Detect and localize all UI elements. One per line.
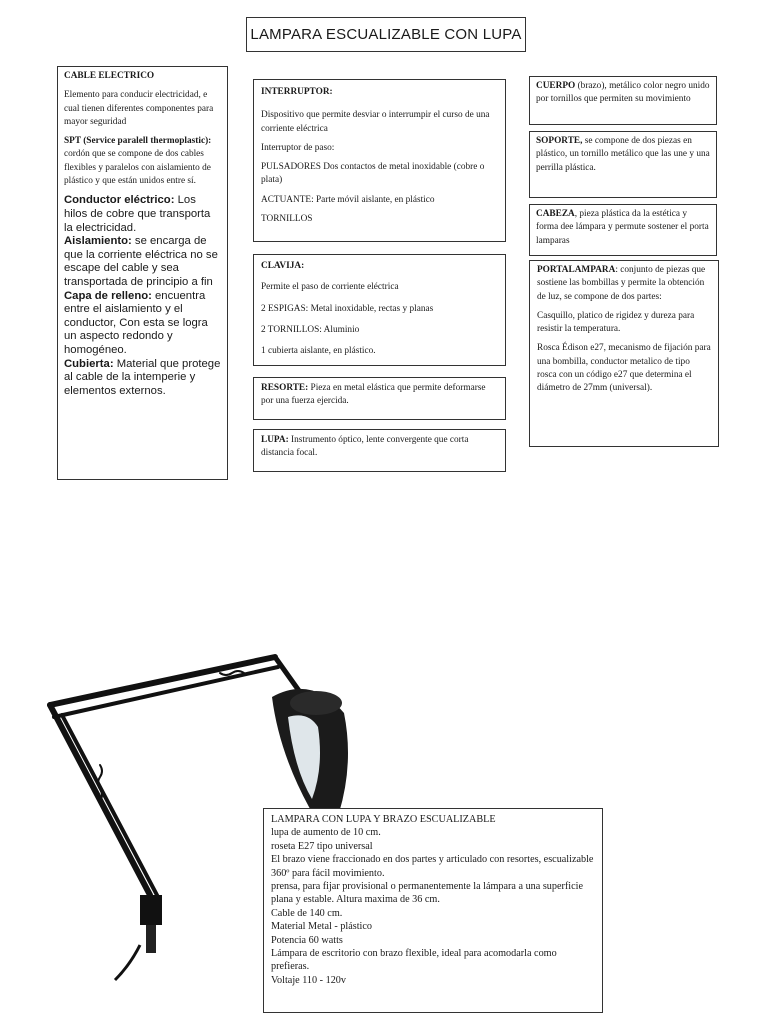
lupa-box <box>253 429 506 472</box>
specs-line: El brazo viene fraccionado en dos partes y articulado con resortes, escualizable 360º para fácil movimiento. <box>271 854 594 879</box>
lupa-label: LUPA: <box>261 435 289 445</box>
specs-line: Voltaje 110 - 120v <box>271 974 346 986</box>
cuerpo-box <box>529 76 717 125</box>
specs-line: roseta E27 tipo universal <box>271 840 373 852</box>
resorte-box <box>253 377 506 420</box>
soporte-text: se compone de dos piezas en plástico, un tornillo metálico que las une y una perrilla plástica. <box>536 136 710 173</box>
interruptor-heading: INTERRUPTOR: <box>261 87 333 97</box>
lamp-clamp <box>115 895 162 980</box>
resorte-text: Pieza en metal elástica que permite deformarse por una fuerza ejercida. <box>261 383 486 407</box>
aislamiento-label: Aislamiento: <box>64 235 132 248</box>
cable-electrico-box <box>57 66 228 480</box>
cabeza-label: CABEZA <box>536 209 575 219</box>
portalampara-rosca: Rosca Édison e27, mecanismo de fijación para una bombilla, conductor metalico de tipo rosca con un código e27 que determina el diámetro de 27mm (universal). <box>537 343 711 394</box>
relleno-text: encuentra entre el aislamiento y el conductor, Con esta se logra un aspecto redondo y homogéneo. <box>64 289 208 356</box>
spt-label: SPT (Service paralell thermoplastic): <box>64 136 212 147</box>
spt-text: cordón que se compone de dos cables flexibles y paralelos con aislamiento de plástico y que están unidos entre sí. <box>64 149 211 187</box>
portalampara-text: : conjunto de piezas que sostiene las bombillas y permite la obtención de luz, se compone de dos partes: <box>537 265 706 302</box>
spt-paragraph <box>64 135 221 188</box>
specs-line: lupa de aumento de 10 cm. <box>271 827 381 839</box>
aislamiento-text: se encarga de que la corriente eléctrica no se escape del cable y sea transportada de principio a fin <box>64 235 218 288</box>
specs-box <box>263 808 603 1013</box>
interruptor-tornillos: TORNILLOS <box>261 214 313 225</box>
portalampara-box <box>529 260 719 447</box>
relleno-label: Capa de relleno: <box>64 289 152 302</box>
cubierta-text: Material que protege al cable de la intemperie y elementos externos. <box>64 357 221 397</box>
cable-components <box>64 194 221 398</box>
clavija-desc: Permite el paso de corriente eléctrica <box>261 282 399 293</box>
page-title: LAMPARA ESCUALIZABLE CON LUPA <box>246 17 526 52</box>
cabeza-box <box>529 204 717 256</box>
cable-intro: Elemento para conducir electricidad, e cual tienen diferentes componentes para mayor seguridad <box>64 90 214 127</box>
cuerpo-label: CUERPO <box>536 81 576 91</box>
lamp-head <box>272 689 348 817</box>
specs-line: Lámpara de escritorio con brazo flexible, ideal para acomodarla como prefieras. <box>271 948 557 973</box>
conductor-label: Conductor eléctrico: <box>64 194 175 207</box>
clavija-heading: CLAVIJA: <box>261 261 305 271</box>
specs-line: Potencia 60 watts <box>271 934 343 946</box>
portalampara-label: PORTALAMPARA <box>537 265 616 275</box>
clavija-espigas: 2 ESPIGAS: Metal inoxidable, rectas y planas <box>261 303 434 314</box>
lupa-text: Instrumento óptico, lente convergente que corta distancia focal. <box>261 435 469 459</box>
resorte-label: RESORTE: <box>261 383 309 393</box>
interruptor-paso: Interruptor de paso: <box>261 142 335 153</box>
interruptor-pulsadores: PULSADORES Dos contactos de metal inoxidable (cobre o plata) <box>261 162 485 186</box>
specs-line: prensa, para fijar provisional o permanentemente la lámpara a una superficie plana y estable. Altura maxima de 36 cm. <box>271 881 583 906</box>
clavija-box <box>253 254 506 366</box>
clavija-tornillos: 2 TORNILLOS: Aluminio <box>261 324 360 335</box>
cuerpo-text: (brazo), metálico color negro unido por tornillos que permiten su movimiento <box>536 81 710 105</box>
cubierta-label: Cubierta: <box>64 357 114 370</box>
specs-line: LAMPARA CON LUPA Y BRAZO ESCUALIZABLE <box>271 814 496 825</box>
cable-heading: CABLE ELECTRICO <box>64 71 155 81</box>
clavija-cubierta: 1 cubierta aislante, en plástico. <box>261 346 376 357</box>
soporte-label: SOPORTE, <box>536 136 583 146</box>
cabeza-text: , pieza plástica da la estética y forma dee lámpara y permute sostener el porta lamparas <box>536 209 709 246</box>
interruptor-actuante: ACTUANTE: Parte móvil aislante, en plástico <box>261 194 435 205</box>
portalampara-casquillo: Casquillo, platico de rigidez y dureza para resistir la temperatura. <box>537 310 695 335</box>
specs-line: Cable de 140 cm. <box>271 907 343 919</box>
soporte-box <box>529 131 717 198</box>
specs-line: Material Metal - plástico <box>271 921 372 933</box>
interruptor-desc: Dispositivo que permite desviar o interrumpir el curso de una corriente eléctrica <box>261 110 490 134</box>
interruptor-box <box>253 79 506 242</box>
conductor-text: Los hilos de cobre que transporta la electricidad. <box>64 194 211 234</box>
